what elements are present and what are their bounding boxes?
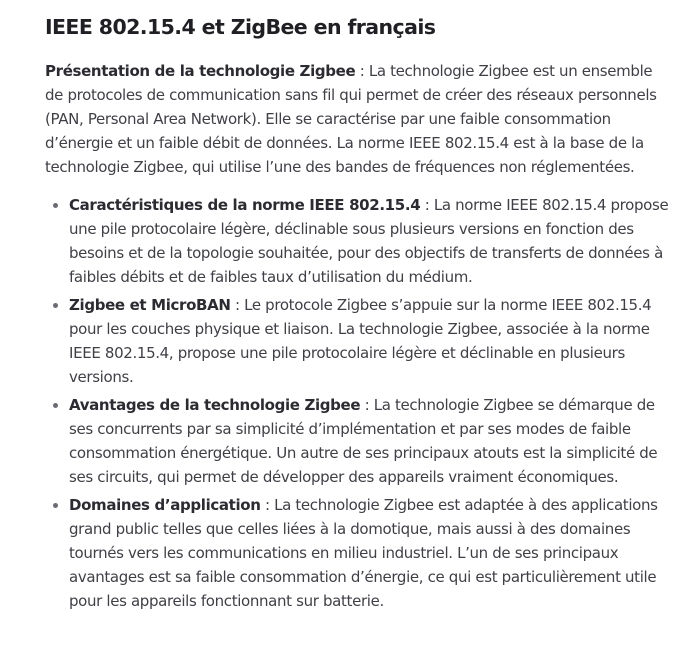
bullet-icon xyxy=(53,303,58,308)
list-item-text: La norme IEEE 802.15.4 propose une pile protocolaire légère, déclinable sous plusieurs versions en fonction des besoins et de la topologie souhaitée, pour des objectifs de transferts de données à faibles débits et de faibles taux d’utilisation du médium. xyxy=(69,196,669,286)
list-item-text: Le protocole Zigbee s’appuie sur la norme IEEE 802.15.4 pour les couches physique et liaison. La technologie Zigbee, associée à la norme IEEE 802.15.4, propose une pile protocolaire légère et déclinable en plusieurs versions. xyxy=(69,296,652,386)
list-item-text: La technologie Zigbee est adaptée à des applications grand public telles que celles liées à la domotique, mais aussi à des domaines tournés vers les communications en milieu industriel. L’un de ses principaux avantages est sa faible consommation d’énergie, ce qui est particulièrement utile pour les appareils fonctionnant sur batterie. xyxy=(69,496,658,610)
list-item-text: La technologie Zigbee se démarque de ses concurrents par sa simplicité d’implémentation et par ses modes de faible consommation énergétique. Un autre de ses principaux atouts est la simplicité de ses circuits, qui permet de développer des appareils vraiment économiques. xyxy=(69,396,658,486)
list-item-label: Zigbee et MicroBAN xyxy=(69,296,231,314)
list-item-separator: : xyxy=(420,196,434,214)
intro-text: La technologie Zigbee est un ensemble de protocoles de communication sans fil qui permet de créer des réseaux personnels (PAN, Personal Area Network). Elle se caractérise par une faible consommation d’énergie et un faible débit de données. La norme IEEE 802.15.4 est à la base de la technologie Zigbee, qui utilise l’une des bandes de fréquences non réglementées. xyxy=(45,62,657,176)
list-item xyxy=(69,393,674,489)
list-item-label: Caractéristiques de la norme IEEE 802.15.4 xyxy=(69,196,421,214)
page-title: IEEE 802.15.4 et ZigBee en français xyxy=(45,15,436,39)
bullet-icon xyxy=(53,203,58,208)
intro-label: Présentation de la technologie Zigbee xyxy=(45,62,356,80)
list-item-separator: : xyxy=(260,496,275,514)
intro-paragraph xyxy=(45,59,674,179)
list-item-label: Domaines d’application xyxy=(69,496,261,514)
intro-separator: : xyxy=(355,62,369,80)
list-item xyxy=(69,193,674,289)
bullet-icon xyxy=(53,403,58,408)
list-item xyxy=(69,493,674,613)
bullet-icon xyxy=(53,503,58,508)
list-item-label: Avantages de la technologie Zigbee xyxy=(69,396,361,414)
list-item-separator: : xyxy=(360,396,374,414)
feature-list xyxy=(45,193,674,613)
list-item xyxy=(69,293,674,389)
list-item-separator: : xyxy=(230,296,245,314)
